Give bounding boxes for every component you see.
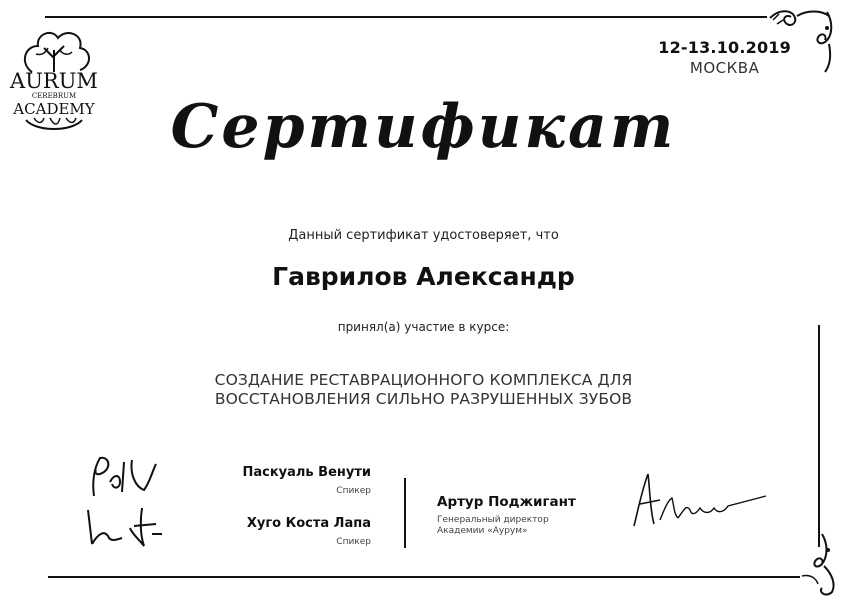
certificate-title: Сертификат	[170, 92, 677, 162]
course-title-line2: ВОССТАНОВЛЕНИЯ СИЛЬНО РАЗРУШЕННЫХ ЗУБОВ	[214, 390, 633, 408]
speaker-1	[171, 465, 371, 496]
speaker-1-role: Спикер	[336, 486, 371, 496]
director-signature	[620, 470, 770, 534]
event-city: МОСКВА	[689, 59, 760, 77]
right-border-line	[818, 325, 820, 547]
event-dates: 12-13.10.2019	[658, 38, 791, 57]
participation-text: принял(а) участие в курсе:	[337, 320, 510, 334]
logo-line2: CEREBRUM	[31, 92, 77, 100]
certificate-intro: Данный сертификат удостоверяет, что	[288, 228, 559, 243]
event-date-block	[658, 38, 791, 77]
course-title-line1: СОЗДАНИЕ РЕСТАВРАЦИОННОГО КОМПЛЕКСА ДЛЯ	[214, 371, 633, 389]
speaker-2-role: Спикер	[336, 537, 371, 547]
logo-line1: AURUM	[10, 69, 98, 93]
recipient-name: Гаврилов Александр	[272, 262, 575, 291]
bottom-border-line	[48, 576, 800, 578]
speaker-2-name: Хуго Коста Лапа	[246, 516, 371, 531]
signature-divider	[404, 478, 406, 548]
speaker-signature-2	[82, 504, 172, 554]
director-role-line2: Академии «Аурум»	[437, 526, 528, 536]
director-name: Артур Поджигант	[437, 494, 576, 510]
top-border-line	[45, 16, 767, 18]
director-role-line1: Генеральный директор	[437, 515, 549, 525]
tree-icon	[25, 33, 89, 72]
director-role	[437, 515, 549, 537]
course-title	[0, 371, 847, 409]
speaker-signature-1	[80, 452, 170, 506]
logo-line3: ACADEMY	[13, 100, 95, 118]
speaker-1-name: Паскуаль Венути	[242, 465, 371, 480]
speaker-2	[171, 516, 371, 547]
floral-corner-icon	[798, 530, 844, 600]
